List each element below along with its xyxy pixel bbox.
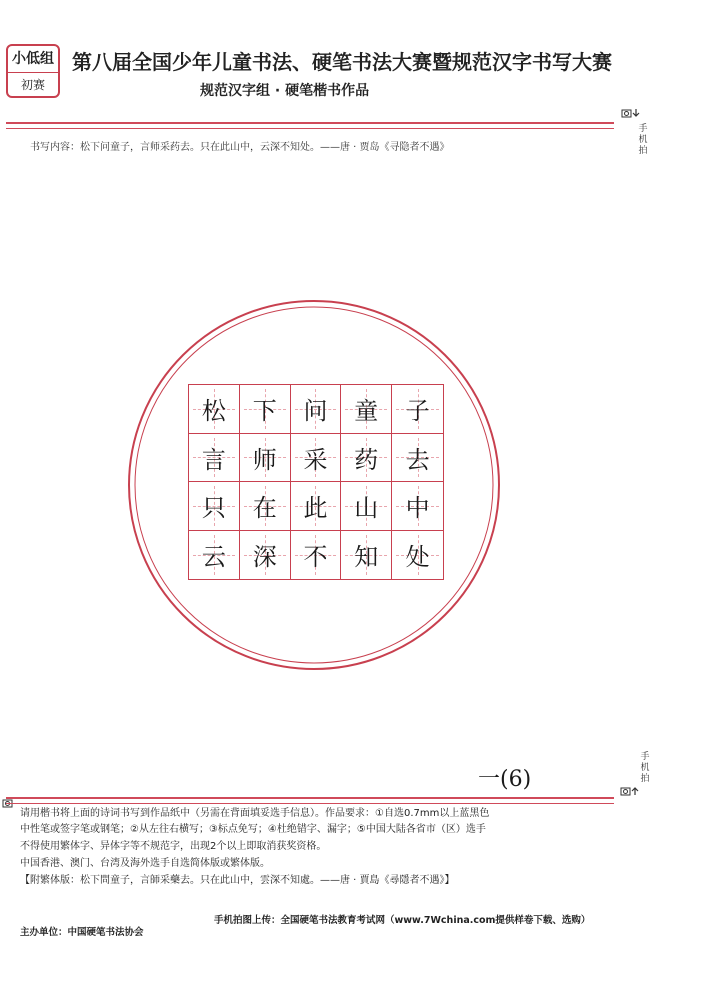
requirements-line-2: 中性笔或签字笔或钢笔；②从左往右横写；③标点免写；④杜绝错字、漏字；⑤中国大陆各省市（区）选手 <box>20 824 486 835</box>
grid-cell: 山 <box>341 482 392 531</box>
phone-shoot-label-bottom: 手 机 拍 <box>640 752 650 784</box>
footer-divider-bottom <box>6 803 614 804</box>
camera-icon <box>621 108 643 121</box>
round-label: 初赛 <box>20 78 45 92</box>
grid-cell: 云 <box>189 531 240 580</box>
page-title: 第八届全国少年儿童书法、硬笔书法大赛暨规范汉字书写大赛 <box>72 50 612 74</box>
header-divider-bottom <box>6 128 614 129</box>
page-subtitle: 规范汉字组 · 硬笔楷书作品 <box>200 83 370 99</box>
grid-cell: 子 <box>392 385 443 434</box>
group-label: 小低组 <box>8 46 58 73</box>
grid-cell: 此 <box>291 482 342 531</box>
grid-cell: 只 <box>189 482 240 531</box>
header-divider-top <box>6 122 614 124</box>
grid-cell: 童 <box>341 385 392 434</box>
grid-cell: 师 <box>240 434 291 483</box>
camera-icon-bottom-left <box>2 798 14 811</box>
grid-cell: 下 <box>240 385 291 434</box>
camera-icon-bottom-right <box>620 786 642 799</box>
grid-cell: 知 <box>341 531 392 580</box>
grid-cell: 问 <box>291 385 342 434</box>
phone-shoot-label-top: 手 机 拍 <box>638 124 648 156</box>
writing-content: 书写内容：松下问童子，言师采药去。只在此山中，云深不知处。——唐 · 贾岛《寻隐者不遇》 <box>30 142 450 153</box>
grid-cell: 深 <box>240 531 291 580</box>
footer-divider-top <box>6 797 614 799</box>
grid-cell: 药 <box>341 434 392 483</box>
requirements-line-1: 请用楷书将上面的诗词书写到作品纸中（另需在背面填妥选手信息）。作品要求：①自选0.7mm以上蓝黑色 <box>20 808 490 819</box>
grid-cell: 中 <box>392 482 443 531</box>
grid-cell: 不 <box>291 531 342 580</box>
writing-grid <box>188 384 444 580</box>
grid-cell: 松 <box>189 385 240 434</box>
grid-cell: 去 <box>392 434 443 483</box>
grid-cell: 言 <box>189 434 240 483</box>
requirements-line-4: 中国香港、澳门、台湾及海外选手自选简体版或繁体版。 <box>20 858 270 869</box>
upload-info: 手机拍图上传：全国硬笔书法教育考试网（www.7Wchina.com提供样卷下载、选购） <box>214 915 591 926</box>
score-mark: 一(6) <box>478 767 532 792</box>
organizer: 主办单位：中国硬笔书法协会 <box>20 927 144 938</box>
requirements-line-5: 【附繁体版：松下問童子，言師采藥去。只在此山中，雲深不知處。——唐 · 賈島《尋隱者不遇》】 <box>20 875 455 886</box>
grid-cell: 处 <box>392 531 443 580</box>
grid-cell: 在 <box>240 482 291 531</box>
group-badge <box>6 44 60 98</box>
grid-cell: 采 <box>291 434 342 483</box>
requirements-line-3: 不得使用繁体字、异体字等不规范字，出现2个以上即取消获奖资格。 <box>20 841 327 852</box>
